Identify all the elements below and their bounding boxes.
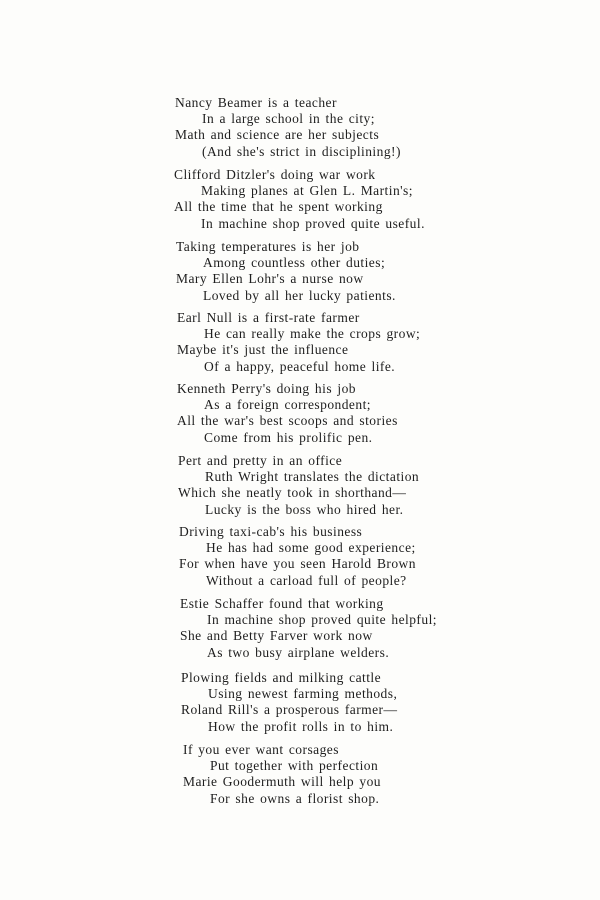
poem-line: Making planes at Glen L. Martin's; — [201, 183, 413, 199]
poem-line: Kenneth Perry's doing his job — [177, 381, 356, 396]
poem-line: Clifford Ditzler's doing war work — [174, 167, 376, 182]
poem-line: Without a carload full of people? — [206, 572, 407, 588]
poem-line: In a large school in the city; — [202, 111, 375, 127]
poem-line: Put together with perfection — [210, 758, 379, 774]
stanza-6 — [178, 453, 419, 518]
poem-line: Maybe it's just the influence — [177, 342, 349, 358]
poem-line: Mary Ellen Lohr's a nurse now — [176, 271, 364, 287]
poem-line: Of a happy, peaceful home life. — [204, 358, 396, 374]
poem-line: In machine shop proved quite helpful; — [207, 612, 437, 628]
poem-line: Loved by all her lucky patients. — [203, 287, 396, 303]
poem-line: Which she neatly took in shorthand— — [178, 485, 407, 501]
poem-line: Lucky is the boss who hired her. — [205, 501, 404, 517]
poem-line: How the profit rolls in to him. — [208, 718, 394, 734]
poem-line: Roland Rill's a prosperous farmer— — [181, 702, 398, 718]
poem-line: For she owns a florist shop. — [210, 790, 380, 806]
stanza-1 — [175, 95, 401, 160]
stanza-8 — [180, 596, 437, 661]
poem-line: Driving taxi-cab's his business — [179, 524, 363, 539]
stanza-4 — [177, 310, 420, 375]
poem-line: Taking temperatures is her job — [176, 239, 360, 254]
poem-line: In machine shop proved quite useful. — [201, 215, 425, 231]
poem-line: If you ever want corsages — [183, 742, 339, 757]
poem-line: All the war's best scoops and stories — [177, 413, 398, 429]
poem-line: As two busy airplane welders. — [207, 644, 390, 660]
poem-line: Ruth Wright translates the dictation — [205, 469, 420, 485]
poem-line: As a foreign correspondent; — [204, 397, 371, 413]
stanza-5 — [177, 381, 398, 446]
stanza-3 — [176, 239, 396, 304]
poem-line: Nancy Beamer is a teacher — [175, 95, 337, 110]
stanza-7 — [179, 524, 416, 589]
poem-line: She and Betty Farver work now — [180, 628, 373, 644]
poem-line: Estie Schaffer found that working — [180, 596, 384, 611]
poem-line: Marie Goodermuth will help you — [183, 774, 381, 790]
poem-line: Earl Null is a first-rate farmer — [177, 310, 360, 325]
stanza-10 — [183, 742, 381, 807]
poem-line: Pert and pretty in an office — [178, 453, 343, 468]
stanza-2 — [174, 167, 425, 232]
poem-line: Math and science are her subjects — [175, 127, 380, 143]
poem-line: For when have you seen Harold Brown — [179, 556, 416, 572]
poem-line: Using newest farming methods, — [208, 686, 398, 702]
poem-line: He has had some good experience; — [206, 540, 416, 556]
poem-line: (And she's strict in disciplining!) — [202, 143, 401, 159]
poem-line: Among countless other duties; — [203, 255, 386, 271]
poem-line: Come from his prolific pen. — [204, 429, 373, 445]
poem-line: Plowing fields and milking cattle — [181, 670, 382, 685]
poem-line: He can really make the crops grow; — [204, 326, 421, 342]
poem-line: All the time that he spent working — [174, 199, 383, 215]
stanza-9 — [181, 670, 397, 735]
